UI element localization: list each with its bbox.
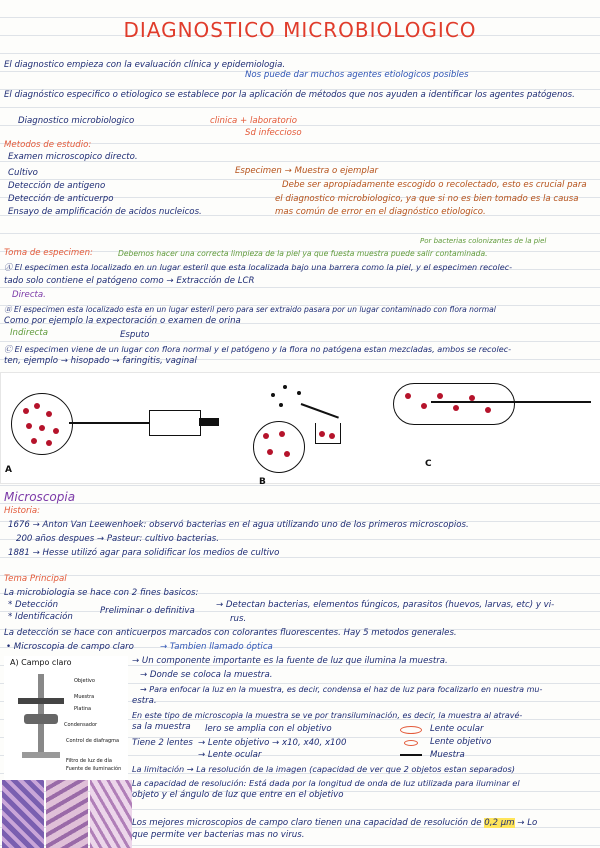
campo-p3a: → Para enfocar la luz en la muestra, es decir, condensa el haz de luz para focalizarlo en nuestra mu-: [140, 685, 543, 694]
photo-1: [2, 780, 44, 848]
intro-line-1: El diagnostico empieza con la evaluación clínica y epidemiologia.: [4, 60, 286, 70]
label-platina: Platina: [74, 706, 92, 712]
campo-p1: → Un componente importante es la fuente de luz que ilumina la muestra.: [132, 656, 448, 666]
toma-b-4: Esputo: [120, 330, 150, 340]
tema-1: La microbiologia se hace con 2 fines basicos:: [4, 588, 199, 598]
historia-1: 1676 → Anton Van Leewenhoek: observó bacterias en el agua utilizando uno de los primeros microscopios.: [8, 520, 469, 530]
toma-c-2: ten, ejemplo → hisopado → faringitis, vaginal: [4, 356, 197, 366]
figure-a-needle: [69, 422, 149, 424]
intro-line-1b: Nos puede dar muchos agentes etiologicos posibles: [245, 70, 469, 80]
best-2: que permite ver bacterias mas no virus.: [132, 830, 305, 840]
best-1-end: → Lo: [517, 818, 538, 828]
side-ocular: Lente ocular: [430, 724, 484, 734]
historia-3: 1881 → Hesse utilizó agar para solidificar los medios de cultivo: [8, 548, 280, 558]
toma-heading: Toma de especimen:: [4, 248, 93, 258]
figure-c-swab: [393, 383, 515, 425]
page-title: DIAGNOSTICO MICROBIOLOGICO: [123, 18, 477, 42]
toma-b-2: Como por ejemplo la expectoración o examen de orina: [4, 316, 241, 326]
microscopia-heading: Microscopia: [4, 490, 76, 504]
side-muestra: Muestra: [430, 750, 465, 760]
specimen-note-4: mas común de error en el diagnóstico etiologico.: [275, 207, 486, 217]
best-1-text: Los mejores microscopios de campo claro tienen una capacidad de resolución de: [132, 818, 482, 828]
figure-title: A) Campo claro: [10, 658, 72, 667]
scheme-mid: clinica + laboratorio: [210, 116, 297, 126]
method-item-1: Examen microscopico directo.: [8, 152, 138, 162]
label-filtro: Filtro de luz de día: [66, 758, 112, 764]
toma-b-3: Indirecta: [10, 328, 49, 338]
campo-p6c: → Lente ocular: [198, 750, 262, 760]
tema-2: La detección se hace con anticuerpos marcados con colorantes fluorescentes. Hay 5 metodos generales.: [4, 628, 457, 638]
campo-p5: lero se amplia con el objetivo: [205, 724, 332, 734]
photo-3: [90, 780, 132, 848]
figure-b-circle: [253, 421, 305, 473]
tema-deteccion: * Detección: [8, 600, 59, 610]
photo-2: [46, 780, 88, 848]
best-1: [132, 818, 537, 829]
tema-right-2: rus.: [230, 614, 247, 624]
intro-line-2: El diagnóstico especifico o etiologico se establece por la aplicación de métodos que nos ayuden a identificar los agentes patógenos.: [4, 90, 575, 100]
specimen-note-2: Debe ser apropiadamente escogido o recolectado, esto es crucial para: [282, 180, 587, 190]
side-objetivo: Lente objetivo: [430, 737, 492, 747]
campo-p4a: En este tipo de microscopia la muestra se ve por transiluminación, es decir, la muestra al atravé-: [132, 711, 523, 720]
method-item-4: Detección de anticuerpo: [8, 194, 114, 204]
campo-heading: • Microscopia de campo claro: [6, 642, 134, 652]
label-objetivo: Objetivo: [74, 678, 95, 684]
label-diafragma: Control de diafragma: [66, 738, 120, 744]
campo-p2: → Donde se coloca la muestra.: [140, 670, 273, 680]
figure-b-tube: [301, 403, 339, 419]
historia-2: 200 años despues → Pasteur: cultivo bacterias.: [16, 534, 219, 544]
label-condensador: Condensador: [64, 722, 98, 728]
method-item-2: Cultivo: [8, 168, 38, 178]
figure-a-circle: [11, 393, 73, 455]
figure-a-barrel: [149, 410, 201, 436]
resolution-value: 0,2 μm: [484, 818, 515, 828]
brightfield-figure: [4, 656, 128, 780]
figure-c-stick: [431, 401, 591, 403]
specimen-note-1: Especimen → Muestra o ejemplar: [235, 166, 379, 176]
figure-b-label: B: [259, 477, 266, 487]
figure-a-label: A: [5, 465, 12, 475]
campo-also: → Tambien llamado óptica: [160, 642, 273, 652]
campo-p4b: sa la muestra: [132, 722, 191, 732]
toma-a-2: tado solo contiene el patógeno como → Extracción de LCR: [4, 276, 255, 286]
campo-p6a: Tiene 2 lentes: [132, 738, 193, 748]
specimen-figure: [0, 372, 600, 487]
campo-p6b: → Lente objetivo → x10, x40, x100: [198, 738, 347, 748]
historia-heading: Historia:: [4, 506, 41, 516]
tema-identificacion: * Identificación: [8, 612, 73, 622]
campo-p3b: estra.: [132, 696, 157, 706]
methods-heading: Metodos de estudio:: [4, 140, 92, 150]
limitacion-1: La limitación → La resolución de la imagen (capacidad de ver que 2 objetos estan separados): [132, 764, 515, 774]
tema-right-1: → Detectan bacterias, elementos fúngicos, parasitos (huevos, larvas, etc) y vi-: [216, 600, 555, 610]
toma-c-1: Ⓒ El especimen viene de un lugar con flora normal y el patógeno y la flora no patógena estan mezcladas, ambos se recolec-: [4, 344, 512, 354]
toma-a-3: Directa.: [12, 290, 46, 300]
limitacion-2: La capacidad de resolución: Está dada por la longitud de onda de luz utilizada para iluminar el: [132, 778, 520, 788]
method-item-3: Detección de antigeno: [8, 181, 106, 191]
toma-note: Por bacterias colonizantes de la piel: [420, 237, 547, 245]
toma-a-1: Ⓐ El especimen esta localizado en un lugar esteril que esta localizada bajo una barrera como la piel, y el especimen recolec-: [4, 262, 513, 272]
limitacion-3: objeto y el ángulo de luz que entre en el objetivo: [132, 790, 344, 800]
figure-c-label: C: [425, 459, 432, 469]
label-fuente: Fuente de iluminación: [66, 766, 122, 772]
scheme-low: Sd infeccioso: [245, 128, 302, 138]
method-item-5: Ensayo de amplificación de acidos nucleicos.: [8, 207, 202, 217]
tema-heading: Tema Principal: [4, 574, 67, 584]
toma-heading-b: Debemos hacer una correcta limpieza de la piel ya que fuesta muestra puede salir contaminada.: [118, 249, 488, 258]
label-muestra: Muestra: [74, 694, 95, 700]
lens-diagram: [398, 724, 424, 758]
tema-preliminar: Preliminar o definitiva: [100, 606, 195, 616]
scheme-left: Diagnostico microbiologico: [18, 116, 135, 126]
toma-b-1: Ⓑ El especimen esta localizado esta en un lugar esteril pero para ser extraido pasara por un lugar contaminado con flora normal: [4, 305, 496, 314]
specimen-note-3: el diagnostico microbiologico, ya que si no es bien tomado es la causa: [275, 194, 579, 204]
